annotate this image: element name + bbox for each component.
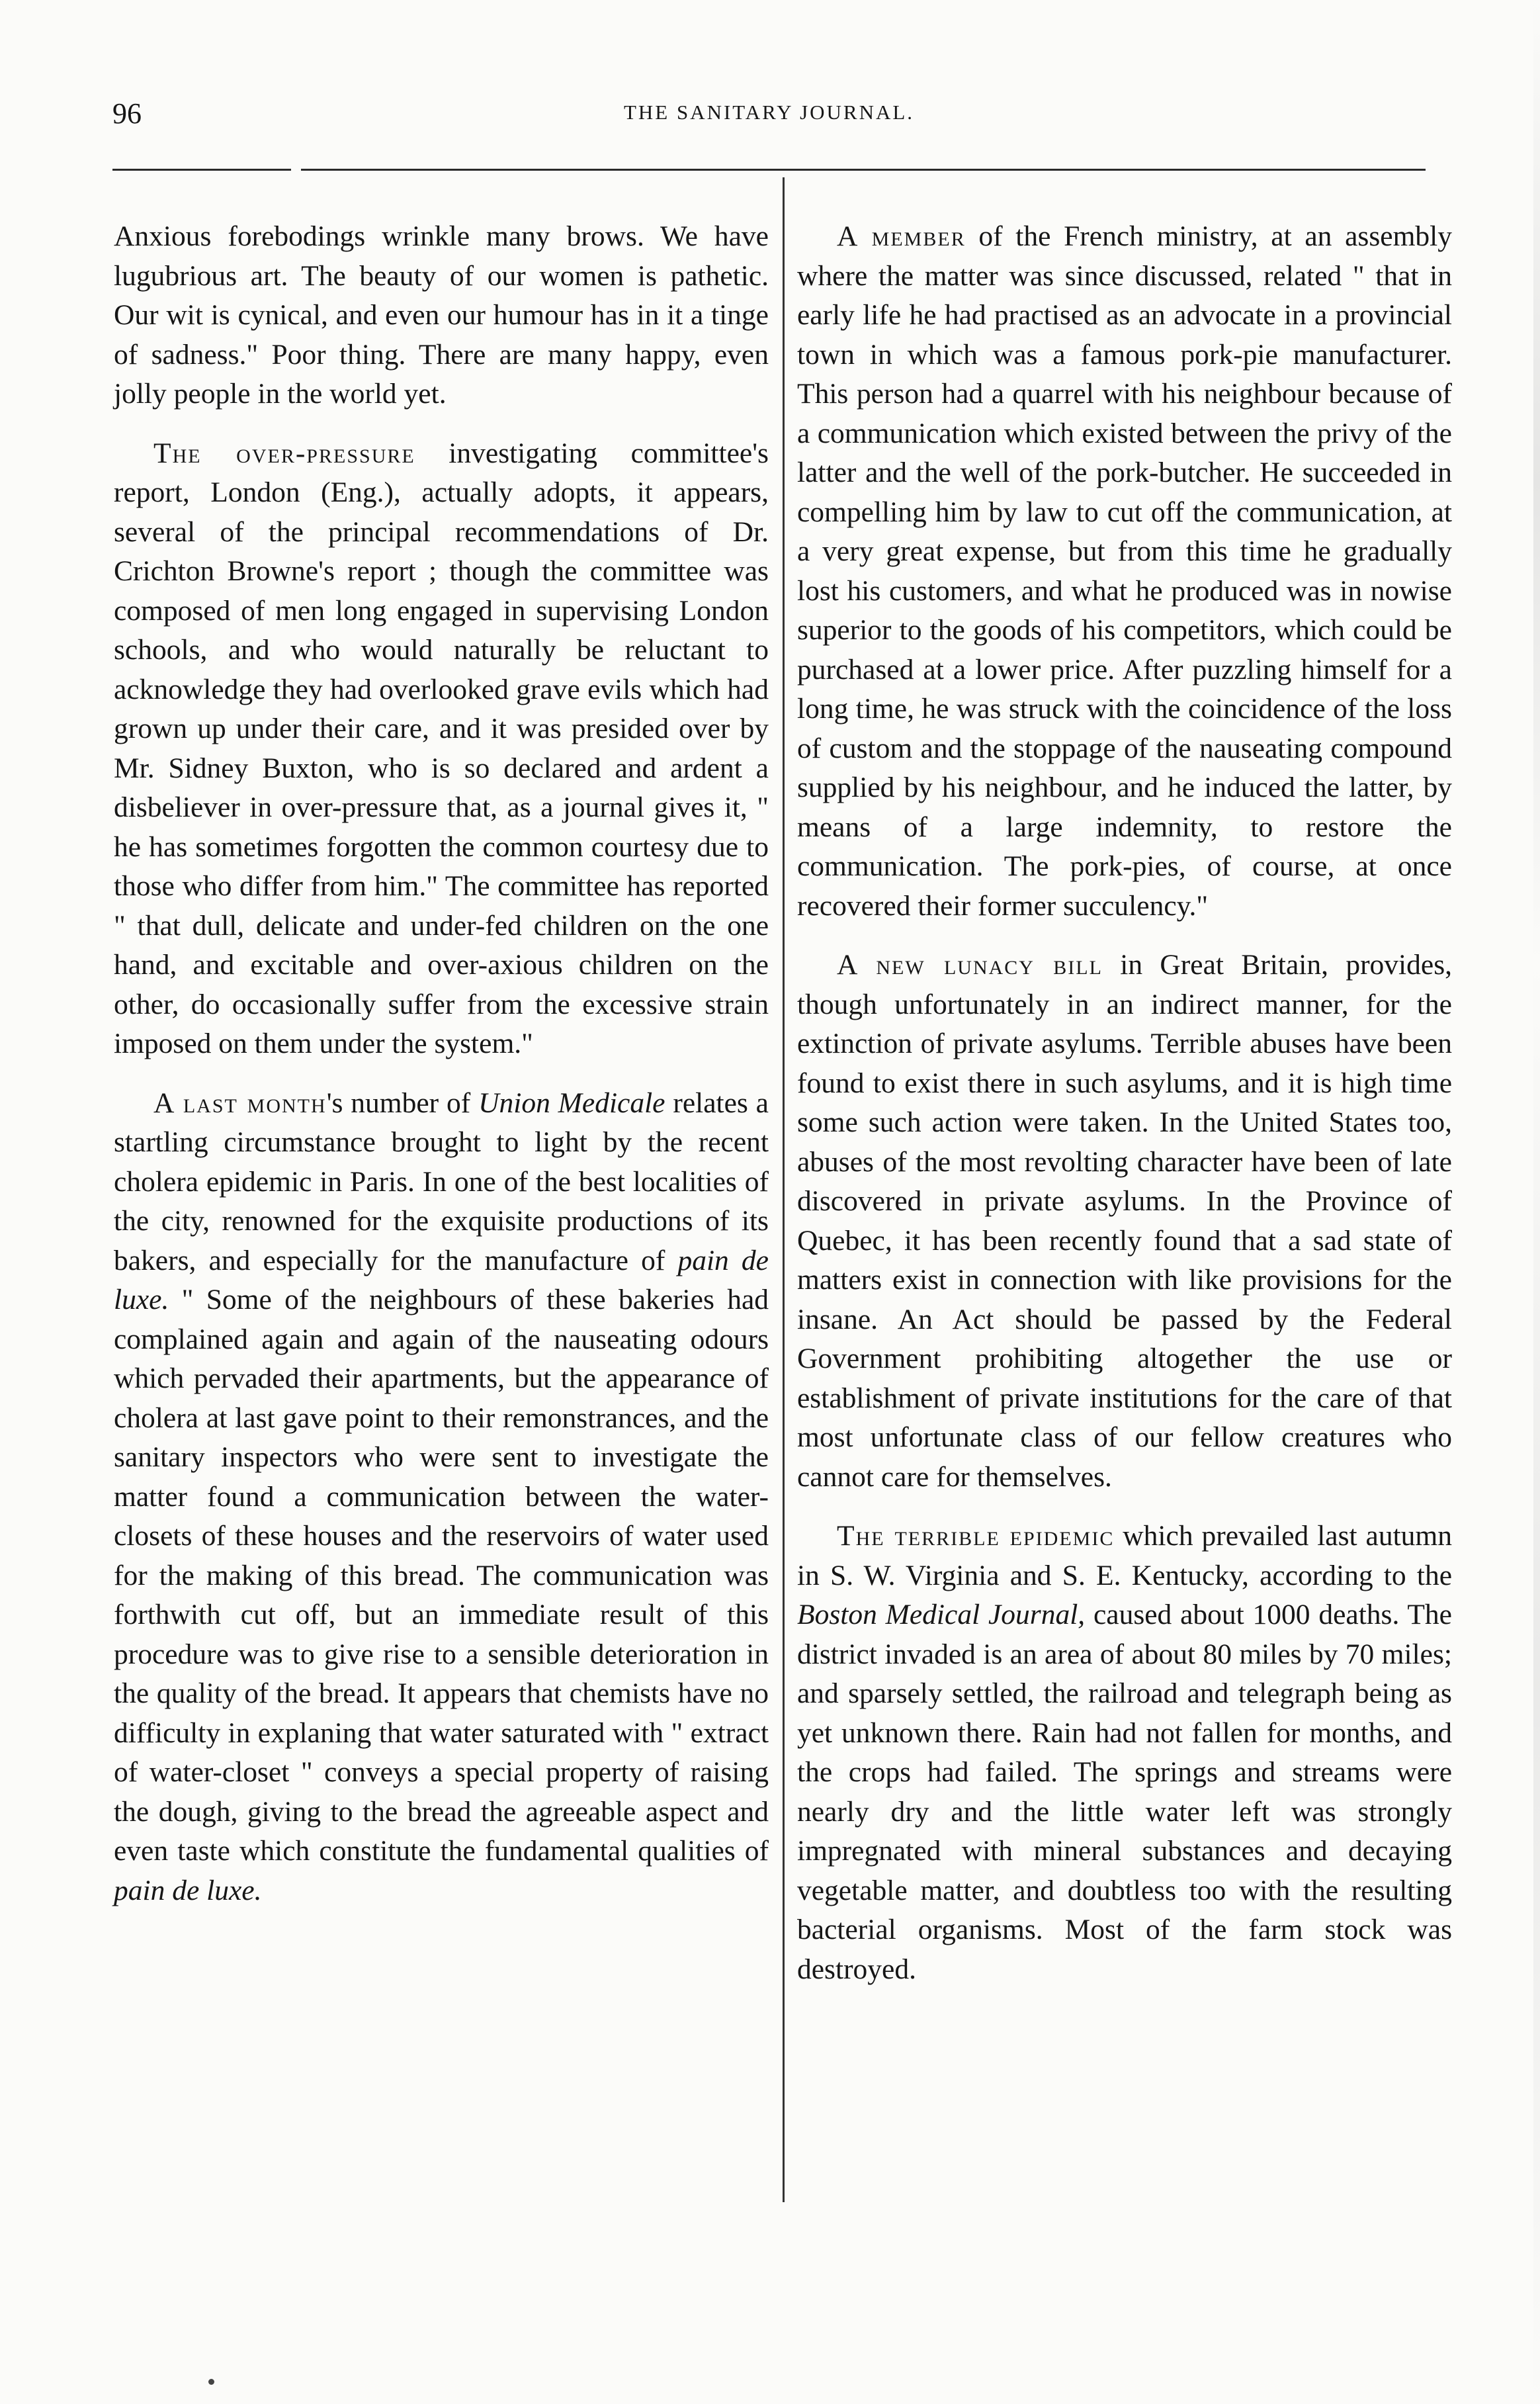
term-pain-de-luxe-2: pain de luxe. — [114, 1874, 262, 1906]
right-paragraph-3-text-a: which prevailed last autumn in S. W. Virginia and S. E. Kentucky, according to the — [797, 1520, 1452, 1591]
left-column — [114, 217, 769, 1910]
journal-title-union-medicale: Union Medicale — [478, 1087, 665, 1119]
right-paragraph-1-lead: A member — [837, 220, 966, 252]
page-number: 96 — [112, 97, 142, 130]
page-edge-shading — [1533, 0, 1540, 2404]
column-divider — [783, 177, 785, 2202]
left-paragraph-2-body: investigating committee's report, London (Eng.), actually adopts, it appears, several of the principal recommendations of Dr. Crichton Browne's report ; though the committee was composed of men long engaged in supervising London schools, and who would naturally be reluctant to acknowledge they had overlooked grave evils which had grown up under their care, and it was presided over by Mr. Sidney Buxton, who is so declared and ardent a disbeliever in over-pressure that, as a journal gives it, " he has sometimes forgotten the common courtesy due to those who differ from him." The committee has reported " that dull, delicate and under-fed children on the one hand, and excitable and over-axious children on the other, do occasionally suffer from the excessive strain imposed on them under the system." — [114, 437, 769, 1059]
left-paragraph-2-lead: The over-pressure — [153, 437, 415, 469]
page-header — [112, 86, 1426, 139]
right-column — [797, 217, 1452, 1989]
right-paragraph-2-body: in Great Britain, provides, though unfortunately in an indirect manner, for the extinction of private asylums. Terrible abuses have been found to exist there in such asylums, and it is high time some such action were taken. In the United States too, abuses of the most revolting character have been of late discovered in private asylums. In the Province of Quebec, it has been recently found that a sad state of matters exist in connection with like provisions for the insane. An Act should be passed by the Federal Government prohibiting altogether the use or establishment of private institutions for the care of that most unfortunate class of our fellow creatures who cannot care for themselves. — [797, 949, 1452, 1493]
term-pain-de-luxe-1: pain de luxe. — [114, 1244, 769, 1315]
left-paragraph-3-text-c: " Some of the neighbours of these bakeries had complained again and again of the nauseating odours which pervaded their apartments, but the appearance of cholera at last gave point to their remonstrances, and the sanitary inspectors who were sent to investigate the matter found a communication between the water-closets of these houses and the reservoirs of water used for the making of this bread. The communication was forthwith cut off, but an immediate result of this procedure was to give rise to a sensible deterioration in the quality of the bread. It appears that chemists have no difficulty in explaning that water saturated with " extract of water-closet " conveys a special property of raising the dough, giving to the bread the agreeable aspect and even taste which constitute the fundamental qualities of — [114, 1284, 769, 1867]
right-paragraph-1 — [797, 217, 1452, 926]
left-paragraph-3-text-a: 's number of — [326, 1087, 479, 1119]
running-title: THE SANITARY JOURNAL. — [623, 101, 915, 124]
right-paragraph-3-text-b: caused about 1000 deaths. The district invaded is an area of about 80 miles by 70 miles; and sparsely settled, the railroad and telegraph being as yet unknown there. Rain had not fallen for months, and the crops had failed. The springs and streams were nearly dry and the little water left was strongly impregnated with mineral substances and decaying vegetable matter, and doubtless too with the resulting bacterial organisms. Most of the farm stock was destroyed. — [797, 1599, 1452, 1985]
left-paragraph-1: Anxious forebodings wrinkle many brows. We have lugubrious art. The beauty of our women is pathetic. Our wit is cynical, and even our humour has in it a tinge of sadness." Poor thing. There are many happy, even jolly people in the world yet. — [114, 220, 769, 410]
right-paragraph-3 — [797, 1517, 1452, 1989]
header-rule-right — [301, 169, 1426, 171]
right-paragraph-3-lead: The terrible epidemic — [837, 1520, 1115, 1552]
right-paragraph-2-lead: A new lunacy bill — [837, 949, 1103, 981]
left-paragraph-3 — [114, 1084, 769, 1911]
left-paragraph-3-lead: A last month — [153, 1087, 327, 1119]
left-paragraph-2 — [114, 434, 769, 1064]
left-paragraph-3-text-b: relates a startling circumstance brought to light by the recent cholera epidemic in Paris. In one of the best localities of the city, renowned for the exquisite productions of its bakers, and especially for the manufacture of — [114, 1087, 769, 1276]
header-rule-left — [112, 169, 291, 171]
right-paragraph-2 — [797, 946, 1452, 1497]
right-paragraph-1-body: of the French ministry, at an assembly where the matter was since discussed, related " that in early life he had practised as an advocate in a provincial town in which was a famous pork-pie manufacturer. This person had a quarrel with his neighbour because of a communication which existed between the privy of the latter and the well of the pork-butcher. He succeeded in compelling him by law to cut off the communication, at a very great expense, but from this time he gradually lost his customers, and what he produced was in nowise superior to the goods of his competitors, which could be purchased at a lower price. After puzzling himself for a long time, he was struck with the coincidence of the loss of custom and the stoppage of the nauseating compound supplied by his neighbour, and he induced the latter, by means of a large indemnity, to restore the communication. The pork-pies, of course, at once recovered their former succulency." — [797, 220, 1452, 922]
ink-speck — [208, 2379, 214, 2385]
journal-title-boston-medical: Boston Medical Journal, — [797, 1599, 1086, 1630]
